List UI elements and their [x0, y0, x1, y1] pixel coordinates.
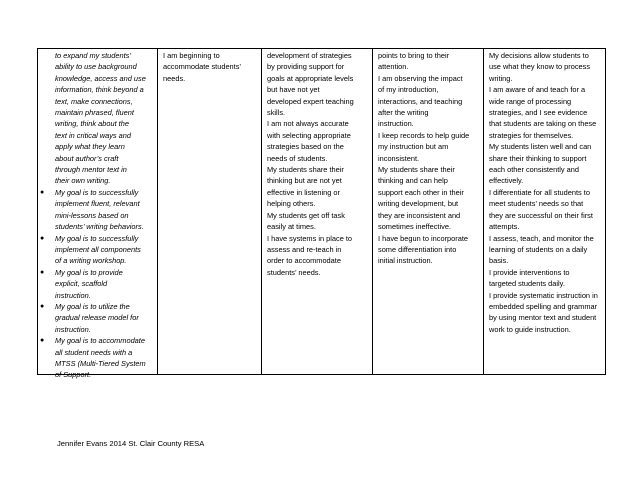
goal-text: their own writing. [55, 176, 111, 186]
goal-text: My goal is to successfully [55, 187, 139, 197]
goal-text: about author’s craft [55, 153, 119, 163]
bullet-icon: ● [40, 302, 45, 310]
developing-column [262, 49, 373, 374]
cell-line: accommodate students’ [163, 62, 242, 72]
goal-line [38, 175, 154, 186]
goal-line [38, 153, 154, 164]
goal-text: implement all components [55, 244, 141, 254]
cell-line: helping others. [267, 199, 316, 209]
bullet-icon: ● [40, 268, 45, 276]
cell-line: needs. [163, 73, 186, 83]
cell-line: I am not always accurate [267, 119, 349, 129]
goal-text: of Support. [55, 370, 92, 380]
cell-line: strategies, and I see evidence [489, 108, 588, 118]
cell-line: share their thinking to support [489, 153, 587, 163]
goal-text: text in critical ways and [55, 130, 131, 140]
cell-line: My students get off task [267, 210, 345, 220]
cell-line: assess and re-teach in [267, 244, 342, 254]
goal-text: apply what they learn [55, 142, 125, 152]
goal-line [38, 50, 154, 61]
goals-cell [38, 49, 157, 381]
cell-line: I provide systematic instruction in [489, 290, 598, 300]
cell-line: learning of students on a daily [489, 244, 588, 254]
goal-line [38, 61, 154, 72]
cell-line: I differentiate for all students to [489, 187, 590, 197]
goal-text: ability to use background [55, 62, 137, 72]
cell-line: inconsistent. [378, 153, 420, 163]
goal-line [38, 244, 154, 255]
cell-line: My students share their [267, 165, 344, 175]
goal-line [38, 358, 154, 369]
goal-text: instruction. [55, 324, 91, 334]
goal-line [38, 210, 154, 221]
cell-line: My students share their [378, 165, 455, 175]
cell-line: order to accommodate [267, 256, 341, 266]
cell-line: writing development, but [378, 199, 459, 209]
cell-line: development of strategies [267, 51, 352, 60]
cell-line: I have begun to incorporate [378, 233, 468, 243]
goal-bullet-line [38, 267, 154, 278]
goal-text: My goal is to provide [55, 267, 123, 277]
bullet-icon: ● [40, 188, 45, 196]
goal-text: My goal is to accommodate [55, 336, 145, 346]
goal-text: through mentor text in [55, 165, 127, 175]
goal-text: of a writing workshop. [55, 256, 127, 266]
goal-text: My goal is to successfully [55, 233, 139, 243]
proficient-cell [373, 49, 483, 267]
beginning-cell [158, 49, 261, 84]
goal-text: implement fluent, relevant [55, 199, 140, 209]
goal-line [38, 255, 154, 266]
cell-line: effectively. [489, 176, 524, 186]
cell-line: that students are taking on these [489, 119, 597, 129]
goal-line [38, 278, 154, 289]
goal-line [38, 324, 154, 335]
goal-line [38, 198, 154, 209]
cell-line: I am observing the impact [378, 73, 463, 83]
goal-text: text, make connections, [55, 96, 133, 106]
cell-line: targeted students daily. [489, 279, 565, 289]
cell-line: they are inconsistent and [378, 210, 461, 220]
goal-line [38, 96, 154, 107]
goal-line [38, 73, 154, 84]
goal-line [38, 164, 154, 175]
goal-text: writing, think about the [55, 119, 129, 129]
cell-line: thinking but are not yet [267, 176, 342, 186]
goal-line [38, 84, 154, 95]
expert-column [484, 49, 606, 374]
cell-line: some differentiation into [378, 244, 457, 254]
goals-column [38, 49, 158, 380]
cell-line: wide range of processing [489, 96, 572, 106]
cell-line: basis. [489, 256, 509, 266]
goal-line [38, 369, 154, 380]
cell-line: my instruction but am [378, 142, 449, 152]
footer-credit: Jennifer Evans 2014 St. Clair County RESA [57, 439, 205, 448]
cell-line: I am beginning to [163, 51, 220, 60]
cell-line: goals at appropriate levels [267, 73, 354, 83]
cell-line: after the writing [378, 108, 429, 118]
goal-line [38, 347, 154, 358]
goal-text: knowledge, access and use [55, 73, 146, 83]
bullet-icon: ● [40, 337, 45, 345]
cell-line: with selecting appropriate [267, 130, 351, 140]
cell-line: sometimes ineffective. [378, 222, 451, 232]
goal-text: maintain phrased, fluent [55, 108, 134, 118]
goal-line [38, 130, 154, 141]
goal-bullet-line [38, 187, 154, 198]
cell-line: My decisions allow students to [489, 51, 589, 60]
cell-line: instruction. [378, 119, 414, 129]
cell-line: they are successful on their first [489, 210, 593, 220]
cell-line: attention. [378, 62, 409, 72]
expert-cell [484, 49, 606, 335]
cell-line: meet students’ needs so that [489, 199, 584, 209]
cell-line: work to guide instruction. [489, 324, 571, 334]
rubric-table [37, 48, 606, 380]
goal-text: MTSS (Multi-Tiered System [55, 358, 146, 368]
goal-line [38, 141, 154, 152]
cell-line: embedded spelling and grammar [489, 301, 598, 311]
beginning-column [158, 49, 262, 374]
goal-line [38, 290, 154, 301]
goal-text: to expand my students’ [55, 51, 132, 60]
developing-cell [262, 49, 372, 278]
bullet-icon: ● [40, 234, 45, 242]
cell-line: interactions, and teaching [378, 96, 463, 106]
goal-text: information, think beyond a [55, 85, 144, 95]
goal-line [38, 312, 154, 323]
cell-line: by using mentor text and student [489, 313, 597, 323]
cell-line: points to bring to their [378, 51, 450, 60]
cell-line: I keep records to help guide [378, 130, 470, 140]
cell-line: but have not yet [267, 85, 320, 95]
cell-line: easily at times. [267, 222, 316, 232]
cell-line: students’ needs. [267, 267, 321, 277]
cell-line: developed expert teaching [267, 96, 354, 106]
cell-line: attempts. [489, 222, 520, 232]
cell-line: I have systems in place to [267, 233, 353, 243]
cell-line: each other consistently and [489, 165, 579, 175]
cell-line: thinking and can help [378, 176, 448, 186]
cell-line: skills. [267, 108, 286, 118]
cell-line: initial instruction. [378, 256, 433, 266]
cell-line: strategies based on the [267, 142, 344, 152]
goal-text: explicit, scaffold [55, 279, 108, 289]
cell-line: needs of students. [267, 153, 328, 163]
goal-bullet-line [38, 233, 154, 244]
proficient-column [373, 49, 484, 374]
goal-text: gradual release model for [55, 313, 139, 323]
goal-bullet-line [38, 335, 154, 346]
cell-line: I am aware of and teach for a [489, 85, 586, 95]
goal-text: students’ writing behaviors. [55, 222, 144, 232]
cell-line: My students listen well and can [489, 142, 592, 152]
cell-line: support each other in their [378, 187, 464, 197]
cell-line: writing. [489, 73, 513, 83]
goal-bullet-line [38, 301, 154, 312]
cell-line: I assess, teach, and monitor the [489, 233, 594, 243]
goal-line [38, 107, 154, 118]
goal-text: mini-lessons based on [55, 210, 129, 220]
goal-line [38, 118, 154, 129]
cell-line: effective in listening or [267, 187, 340, 197]
cell-line: of my introduction, [378, 85, 439, 95]
cell-line: strategies for themselves. [489, 130, 574, 140]
cell-line: use what they know to process [489, 62, 591, 72]
goal-text: My goal is to utilize the [55, 301, 130, 311]
goal-text: all student needs with a [55, 347, 133, 357]
goal-line [38, 221, 154, 232]
cell-line: by providing support for [267, 62, 345, 72]
cell-line: I provide interventions to [489, 267, 570, 277]
goal-text: instruction. [55, 290, 91, 300]
